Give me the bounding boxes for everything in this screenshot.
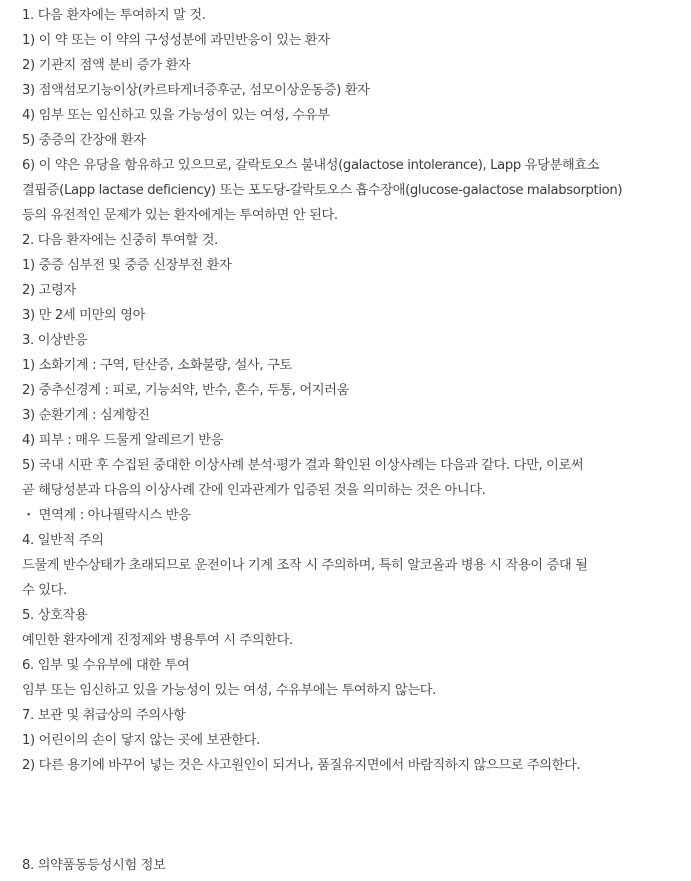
text-line: 5. 상호작용: [22, 608, 88, 623]
text-line: 결핍증(Lapp lactase deficiency) 또는 포도당-갈락토오스 흡수장애(glucose-galactose malabsorption): [22, 183, 623, 198]
text-line: 5) 국내 시판 후 수집된 중대한 이상사례 분석·평가 결과 확인된 이상사례는 다음과 같다. 다만, 이로써: [22, 458, 584, 473]
text-line: 1) 중증 심부전 및 중증 신장부전 환자: [22, 258, 232, 273]
text-line: 6. 임부 및 수유부에 대한 투여: [22, 658, 190, 673]
text-line: 3) 만 2세 미만의 영아: [22, 308, 145, 323]
text-line: 1. 다음 환자에는 투여하지 말 것.: [22, 8, 206, 23]
text-line: 7. 보관 및 취급상의 주의사항: [22, 708, 186, 723]
text-line: 등의 유전적인 문제가 있는 환자에게는 투여하면 안 된다.: [22, 208, 338, 223]
text-line: 수 있다.: [22, 583, 67, 598]
text-line: 2) 중추신경계 : 피로, 기능쇠약, 반수, 혼수, 두통, 어지러움: [22, 383, 350, 398]
document-body: [22, 3, 682, 878]
text-line: 2) 고령자: [22, 283, 76, 298]
text-line: 3. 이상반응: [22, 333, 88, 348]
text-line: 4) 피부 : 매우 드물게 알레르기 반응: [22, 433, 224, 448]
text-line: 드물게 반수상태가 초래되므로 운전이나 기계 조작 시 주의하며, 특히 알코올과 병용 시 작용이 증대 될: [22, 558, 588, 573]
text-line: 4) 임부 또는 임신하고 있을 가능성이 있는 여성, 수유부: [22, 108, 330, 123]
text-line: 2. 다음 환자에는 신중히 투여할 것.: [22, 233, 218, 248]
text-line: 4. 일반적 주의: [22, 533, 104, 548]
text-line: 2) 다른 용기에 바꾸어 넣는 것은 사고원인이 되거나, 품질유지면에서 바람직하지 않으므로 주의한다.: [22, 758, 581, 773]
text-line: 2) 기관지 점액 분비 증가 환자: [22, 58, 191, 73]
text-line: 1) 어린이의 손이 닿지 않는 곳에 보관한다.: [22, 733, 260, 748]
section-heading-bioequivalence: 8. 의약품동등성시험 정보: [22, 858, 166, 873]
text-line: 3) 순환기계 : 심계항진: [22, 408, 150, 423]
text-line: 3) 점액섬모기능이상(카르타게너증후군, 섬모이상운동증) 환자: [22, 83, 370, 98]
text-line: ・ 면역계 : 아나필락시스 반응: [22, 508, 191, 523]
blank-space: [22, 778, 682, 853]
document-lines: [22, 3, 682, 778]
text-line: 1) 소화기계 : 구역, 탄산증, 소화불량, 설사, 구토: [22, 358, 292, 373]
text-line: 1) 이 약 또는 이 약의 구성성분에 과민반응이 있는 환자: [22, 33, 330, 48]
text-line: 6) 이 약은 유당을 함유하고 있으므로, 갈락토오스 불내성(galactose intolerance), Lapp 유당분해효소: [22, 158, 600, 173]
text-line: 곧 해당성분과 다음의 이상사례 간에 인과관계가 입증된 것을 의미하는 것은 아니다.: [22, 483, 486, 498]
text-line: 임부 또는 임신하고 있을 가능성이 있는 여성, 수유부에는 투여하지 않는다.: [22, 683, 436, 698]
text-line: 5) 중증의 간장애 환자: [22, 133, 146, 148]
text-line: 예민한 환자에게 진정제와 병용투여 시 주의한다.: [22, 633, 293, 648]
